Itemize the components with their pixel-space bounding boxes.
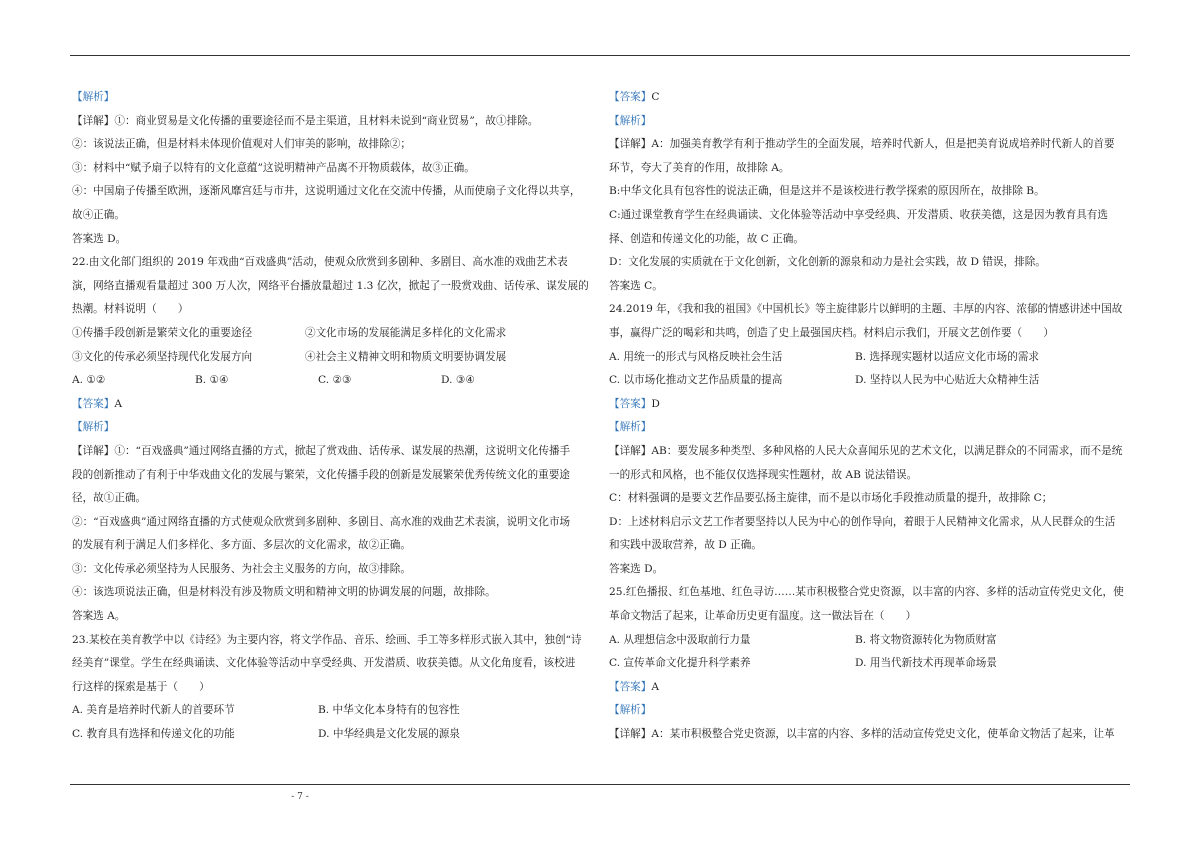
- option-d: D. 用当代新技术再现革命场景: [855, 657, 997, 670]
- question-24-options: [609, 369, 1131, 393]
- statement-2: ②文化市场的发展能满足多样化的文化需求: [305, 326, 507, 339]
- text-line: D：文化发展的实质就在于文化创新，文化创新的源泉和动力是社会实践，故 D 错误，排除。: [609, 256, 1046, 269]
- text-line: ④：中国扇子传播至欧洲，逐渐风靡宫廷与市井，这说明通过文化在交流中传播，从而使扇子文化得以共享，: [72, 185, 581, 198]
- answer-summary: 答案选 C。: [609, 279, 663, 292]
- text-line: ②：该说法正确，但是材料未体现价值观对人们审美的影响，故排除②；: [72, 138, 411, 151]
- answer-summary: 答案选 D。: [609, 562, 664, 575]
- detail-tag: 【详解】: [72, 114, 115, 127]
- page-number: - 7 -: [291, 792, 309, 802]
- text-line: 环节，夸大了美育的作用，故排除 A。: [609, 161, 790, 174]
- answer-line: [609, 393, 1131, 417]
- footer-rule: [70, 784, 1130, 785]
- question-25-options: [609, 629, 1131, 653]
- answer-tag: 【答案】: [609, 680, 652, 693]
- detail-text: A：某市积极整合党史资源，以丰富的内容、多样的活动宣传党史文化，使革命文物活了起来，让革: [651, 728, 1115, 741]
- text-line: ③：文化传承必须坚持为人民服务、为社会主义服务的方向，故③排除。: [72, 562, 411, 575]
- question-25-stem: 25.红色播报、红色基地、红色寻访……某市积极整合党史资源，以丰富的内容、多样的活动宣传党史文化，使: [609, 586, 1124, 599]
- option-b: B. 将文物资源转化为物质财富: [855, 633, 997, 646]
- statement-1: ①传播手段创新是繁荣文化的重要途径: [72, 326, 253, 339]
- detail-text: AB：要发展多种类型、多种风格的人民大众喜闻乐见的艺术文化，以满足群众的不同需求，而不是统: [651, 444, 1123, 457]
- question-22-statements: [72, 322, 592, 346]
- detail-tag: 【详解】: [72, 444, 115, 457]
- answer-tag: 【答案】: [609, 91, 652, 103]
- detail-text: ①：“百戏盛典”通过网络直播的方式，掀起了赏戏曲、话传承、谋发展的热潮，这说明文化传播手: [114, 444, 571, 457]
- text-line: 径，故①正确。: [72, 492, 147, 505]
- text-line: C:通过课堂教育学生在经典诵读、文化体验等活动中享受经典、开发潜质、收获美德，这是因为教育具有选: [609, 208, 1108, 221]
- question-24-options: [609, 346, 1131, 370]
- question-22-stem: 22.由文化部门组织的 2019 年戏曲“百戏盛典”活动，使观众欣赏到多剧种、多剧目、高水准的戏曲艺术表: [72, 256, 568, 269]
- detail-text: A：加强美育教学有利于推动学生的全面发展，培养时代新人，但是把美育说成培养时代新人的首要: [651, 138, 1115, 151]
- option-a: A. 美育是培养时代新人的首要环节: [72, 704, 235, 717]
- question-23-stem: 经美育”课堂。学生在经典诵读、文化体验等活动中享受经典、开发潜质、收获美德。从文化角度看，该校进: [72, 657, 576, 670]
- option-b: B. 中华文化本身特有的包容性: [318, 704, 460, 717]
- question-24-stem: 事，赢得广泛的喝彩和共鸣，创造了史上最强国庆档。材料启示我们，开展文艺创作要（ ）: [609, 326, 1054, 339]
- text-line: 和实践中汲取营养，故 D 正确。: [609, 539, 762, 552]
- question-23-options: [72, 699, 592, 723]
- detail-text: ①：商业贸易是文化传播的重要途径而不是主渠道，且材料未说到“商业贸易”，故①排除。: [114, 114, 539, 127]
- left-column: [72, 86, 592, 747]
- detail-tag: 【详解】: [609, 728, 652, 741]
- text-line: ③：材料中“赋予扇子以特有的文化意蕴”这说明精神产品离不开物质载体，故③正确。: [72, 161, 475, 174]
- question-25-options: [609, 652, 1131, 676]
- answer-line: [609, 676, 1131, 700]
- question-22-options: [72, 369, 592, 393]
- text-line: C：材料强调的是要文艺作品要弘扬主旋律，而不是以市场化手段推动质量的提升，故排除 C；: [609, 492, 1053, 505]
- detail-line: [609, 723, 1131, 747]
- answer-value: C: [651, 91, 660, 103]
- statement-4: ④社会主义精神文明和物质文明要协调发展: [305, 350, 507, 363]
- text-line: 段的创新推动了有利于中华戏曲文化的发展与繁荣，文化传播手段的创新是发展繁荣优秀传统文化的重要途: [72, 468, 570, 481]
- question-22-stem: 热潮。材料说明（ ）: [72, 303, 189, 316]
- text-line: 故④正确。: [72, 208, 125, 221]
- text-line: 择、创造和传递文化的功能，故 C 正确。: [609, 232, 804, 245]
- question-22-statements: [72, 346, 592, 370]
- text-line: ④：该选项说法正确，但是材料没有涉及物质文明和精神文明的协调发展的问题，故排除。: [72, 586, 496, 599]
- option-a: A. ①②: [72, 374, 106, 387]
- detail-line: [609, 133, 1131, 157]
- option-c: C. 宣传革命文化提升科学素养: [609, 657, 751, 670]
- answer-summary: 答案选 A。: [72, 610, 126, 623]
- statement-3: ③文化的传承必须坚持现代化发展方向: [72, 350, 253, 363]
- answer-line: [72, 393, 592, 417]
- header-rule: [70, 55, 1130, 56]
- detail-tag: 【详解】: [609, 138, 652, 151]
- option-c: C. 教育具有选择和传递文化的功能: [72, 728, 235, 741]
- option-c: C. ②③: [318, 374, 352, 387]
- analysis-heading: 【解析】: [609, 114, 652, 127]
- analysis-heading: 【解析】: [609, 421, 652, 434]
- question-25-stem: 革命文物活了起来，让革命历史更有温度。这一做法旨在（ ）: [609, 610, 917, 623]
- option-c: C. 以市场化推动文艺作品质量的提高: [609, 374, 783, 387]
- option-d: D. ③④: [441, 374, 475, 387]
- detail-line: [72, 440, 592, 464]
- option-d: D. 中华经典是文化发展的源泉: [318, 728, 460, 741]
- answer-summary: 答案选 D。: [72, 232, 127, 245]
- option-b: B. 选择现实题材以适应文化市场的需求: [855, 350, 1040, 363]
- text-line: ②：“百戏盛典”通过网络直播的方式使观众欣赏到多剧种、多剧目、高水准的戏曲艺术表演，说明文化市场: [72, 515, 571, 528]
- answer-line: [609, 86, 1131, 110]
- option-b: B. ①④: [195, 374, 229, 387]
- option-a: A. 用统一的形式与风格反映社会生活: [609, 350, 783, 363]
- option-a: A. 从理想信念中汲取前行力量: [609, 633, 751, 646]
- analysis-heading: 【解析】: [72, 91, 115, 103]
- detail-line: [72, 110, 592, 134]
- text-line: 一的形式和风格，也不能仅仅选择现实性题材，故 AB 说法错误。: [609, 468, 918, 481]
- option-d: D. 坚持以人民为中心贴近大众精神生活: [855, 374, 1040, 387]
- answer-tag: 【答案】: [72, 397, 115, 410]
- question-23-stem: 23.某校在美育教学中以《诗经》为主要内容，将文学作品、音乐、绘画、手工等多样形式嵌入其中，独创“诗: [72, 633, 582, 646]
- text-line: D：上述材料启示文艺工作者要坚持以人民为中心的创作导向，着眼于人民精神文化需求，从人民群众的生活: [609, 515, 1116, 528]
- answer-value: A: [651, 680, 660, 693]
- text-line: B:中华文化具有包容性的说法正确，但是这并不是该校进行教学探索的原因所在，故排除 B。: [609, 185, 1045, 198]
- answer-value: A: [114, 397, 123, 410]
- analysis-heading: 【解析】: [609, 704, 652, 717]
- text-line: 的发展有利于满足人们多样化、多方面、多层次的文化需求，故②正确。: [72, 539, 411, 552]
- question-24-stem: 24.2019 年，《我和我的祖国》《中国机长》等主旋律影片以鲜明的主题、丰厚的内容、浓郁的情感讲述中国故: [609, 303, 1123, 316]
- answer-value: D: [651, 397, 660, 410]
- question-22-stem: 演，网络直播观看量超过 300 万人次，网络平台播放量超过 1.3 亿次，掀起了一股赏戏曲、话传承、谋发展的: [72, 279, 589, 292]
- question-23-stem: 行这样的探索是基于（ ）: [72, 680, 210, 693]
- detail-line: [609, 440, 1131, 464]
- answer-tag: 【答案】: [609, 397, 652, 410]
- analysis-heading: 【解析】: [72, 421, 115, 434]
- right-column: [609, 86, 1131, 747]
- question-23-options: [72, 723, 592, 747]
- detail-tag: 【详解】: [609, 444, 652, 457]
